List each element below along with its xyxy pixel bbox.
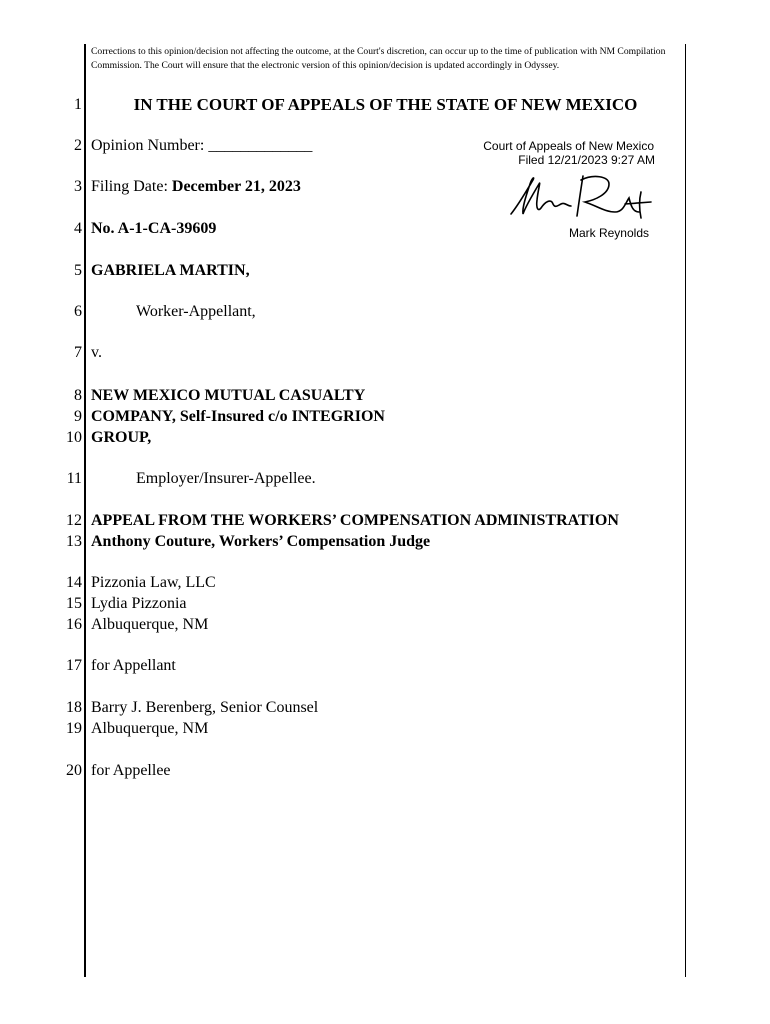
- right-margin-rule: [685, 44, 686, 977]
- appellee-attorney-city: Albuquerque, NM: [91, 720, 209, 737]
- line-number: 9: [74, 408, 82, 425]
- line-number: 11: [66, 470, 82, 487]
- appellant-name: GABRIELA MARTIN,: [91, 262, 250, 279]
- appellee-name-line-2: COMPANY, Self-Insured c/o INTEGRION: [91, 408, 385, 425]
- line-number: 5: [74, 262, 82, 279]
- clerk-signature: [505, 168, 655, 228]
- line-number: 18: [66, 699, 82, 716]
- appellant-attorney: Lydia Pizzonia: [91, 595, 187, 612]
- line-number: 14: [66, 574, 82, 591]
- left-margin-rule: [84, 44, 86, 977]
- line-number: 3: [74, 178, 82, 195]
- judge: Anthony Couture, Workers’ Compensation Judge: [91, 533, 431, 550]
- opinion-number: [91, 136, 312, 156]
- opinion-number-blank: _____________: [208, 137, 313, 154]
- for-appellant: for Appellant: [91, 657, 176, 674]
- appellee-name-line-1: NEW MEXICO MUTUAL CASUALTY: [91, 387, 366, 404]
- line-number: 19: [66, 720, 82, 737]
- case-number: No. A-1-CA-39609: [91, 220, 217, 237]
- appellant-attorney-city: Albuquerque, NM: [91, 616, 209, 633]
- filing-date: [91, 177, 301, 197]
- for-appellee: for Appellee: [91, 762, 171, 779]
- line-number: 1: [74, 96, 82, 113]
- line-number: 20: [66, 762, 82, 779]
- appeal-from: APPEAL FROM THE WORKERS’ COMPENSATION ADMINISTRATION: [91, 512, 619, 529]
- appellee-attorney: Barry J. Berenberg, Senior Counsel: [91, 699, 319, 716]
- appellee-role: Employer/Insurer-Appellee.: [136, 470, 316, 487]
- opinion-number-label: Opinion Number:: [91, 137, 209, 154]
- appellee-name-line-3: GROUP,: [91, 429, 152, 446]
- stamp-filed: Filed 12/21/2023 9:27 AM: [518, 153, 655, 167]
- filing-date-label: Filing Date:: [91, 178, 172, 195]
- line-number: 12: [66, 512, 82, 529]
- corrections-notice: Corrections to this opinion/decision not affecting the outcome, at the Court's discretion, can occur up to the time of publication with NM Compilation Commission. The Court will ensure that the electronic version of this opinion/decision is updated accordingly in Odyssey.: [91, 46, 666, 71]
- line-number: 2: [74, 137, 82, 154]
- filing-date-value: December 21, 2023: [171, 178, 301, 195]
- line-number: 4: [74, 220, 82, 237]
- line-number: 6: [74, 303, 82, 320]
- line-number: 17: [66, 657, 82, 674]
- line-number: 13: [66, 533, 82, 550]
- line-number: 7: [74, 344, 82, 361]
- appellant-firm: Pizzonia Law, LLC: [91, 574, 216, 591]
- versus: v.: [91, 344, 102, 361]
- line-number: 10: [66, 429, 82, 446]
- line-number: 16: [66, 616, 82, 633]
- court-title: IN THE COURT OF APPEALS OF THE STATE OF NEW MEXICO: [133, 95, 638, 114]
- line-number: 8: [74, 387, 82, 404]
- stamp-court: Court of Appeals of New Mexico: [483, 139, 654, 153]
- appellant-role: Worker-Appellant,: [136, 303, 256, 320]
- line-number: 15: [66, 595, 82, 612]
- stamp-clerk: Mark Reynolds: [568, 226, 649, 240]
